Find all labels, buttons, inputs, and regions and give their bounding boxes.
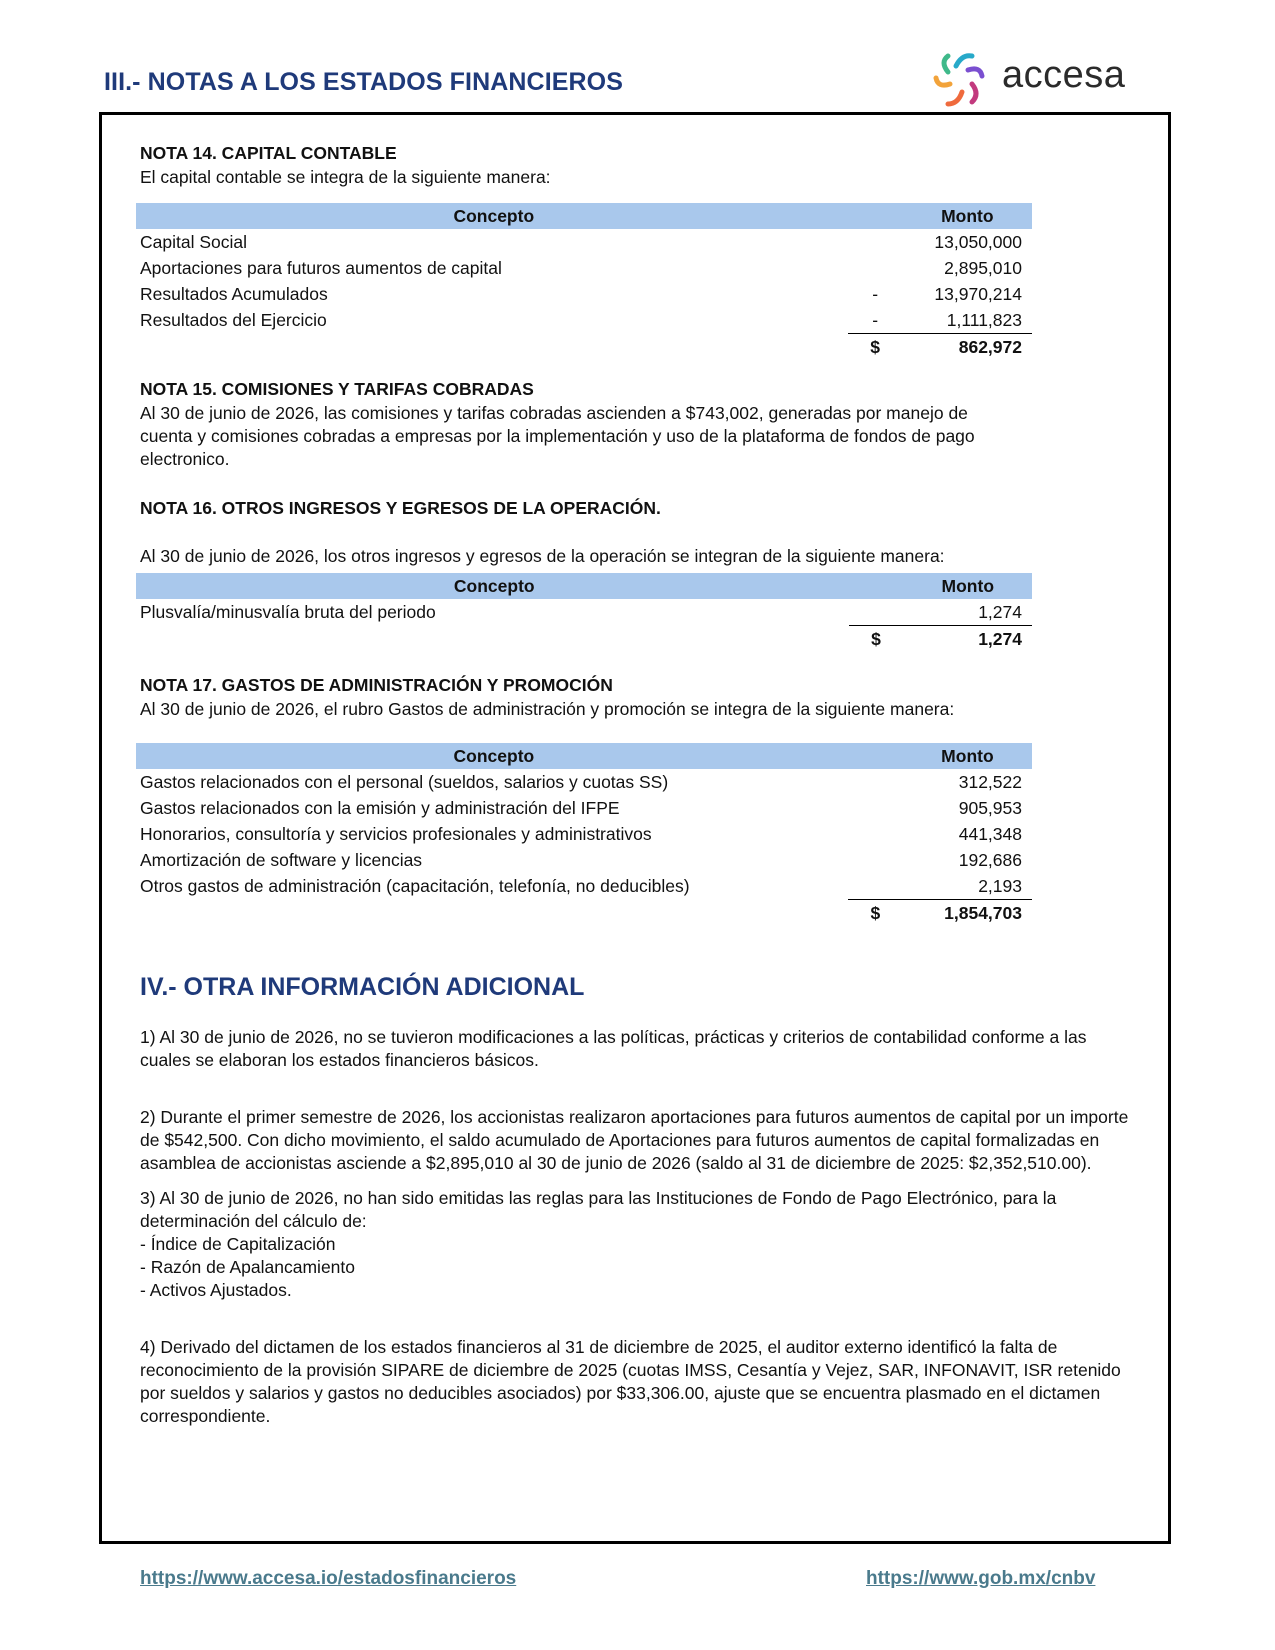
table-header-row <box>136 743 1032 769</box>
table-row <box>136 307 1032 334</box>
row-sign <box>848 229 903 255</box>
section4-title: IV.- OTRA INFORMACIÓN ADICIONAL <box>140 973 585 1001</box>
row-concept: Capital Social <box>140 232 247 252</box>
nota16-intro: Al 30 de junio de 2026, los otros ingresos y egresos de la operación se integran de la siguiente manera: <box>140 546 945 566</box>
row-sign <box>848 769 903 795</box>
row-concept: Gastos relacionados con la emisión y administración del IFPE <box>140 798 620 818</box>
table-row <box>136 795 1032 821</box>
row-amount: 2,193 <box>903 873 1032 900</box>
logo-text: accesa <box>1002 54 1126 96</box>
table-row <box>136 255 1032 281</box>
row-sign <box>848 821 903 847</box>
col-concept-header: Concepto <box>136 573 849 599</box>
footer-link-cnbv[interactable]: https://www.gob.mx/cnbv <box>866 1568 1096 1589</box>
table-row <box>136 873 1032 900</box>
nota15-title: NOTA 15. COMISIONES Y TARIFAS COBRADAS <box>140 379 534 399</box>
section4-p2: 2) Durante el primer semestre de 2026, los accionistas realizaron aportaciones para futuros aumentos de capital por un importe de $542,500. Con dicho movimiento, el saldo acumulado de Aportaciones para futuros aumentos de capital formalizadas en asamblea de accionistas asciende a $2,895,010 al 30 de junio de 2026 (saldo al 31 de diciembre de 2025: $2,352,510.00). <box>140 1107 1129 1173</box>
total-sign: $ <box>871 629 881 649</box>
total-amount: 862,972 <box>958 337 1022 357</box>
table-row <box>136 599 1032 626</box>
row-amount: 192,686 <box>958 850 1022 870</box>
table-row <box>136 847 1032 873</box>
row-concept: Plusvalía/minusvalía bruta del periodo <box>140 602 436 623</box>
row-concept: Resultados Acumulados <box>140 284 328 304</box>
row-sign <box>848 795 903 821</box>
notes-content <box>140 140 1140 1428</box>
nota16-table <box>136 573 1032 652</box>
row-amount: 13,970,214 <box>934 284 1022 304</box>
nota17-table <box>136 743 1032 926</box>
row-sign <box>849 599 904 626</box>
row-sign <box>848 255 903 281</box>
section4-p4: 4) Derivado del dictamen de los estados financieros al 31 de diciembre de 2025, el auditor externo identificó la falta de reconocimiento de la provisión SIPARE de diciembre de 2025 (cuotas IMSS, Cesantía y Vejez, SAR, INFONAVIT, ISR retenido por sueldos y salarios y gastos no deducibles asociados) por $33,306.00, ajuste que se encuentra plasmado en el dictamen correspondiente. <box>140 1337 1121 1426</box>
total-amount: 1,274 <box>978 629 1022 649</box>
row-amount: 312,522 <box>958 772 1022 792</box>
table-row <box>136 229 1032 255</box>
total-sign: $ <box>870 903 881 923</box>
row-concept: Otros gastos de administración (capacitación, telefonía, no deducibles) <box>140 876 690 897</box>
col-sign-header <box>849 573 904 599</box>
page-title: III.- NOTAS A LOS ESTADOS FINANCIEROS <box>104 68 623 96</box>
row-sign: - <box>848 307 903 334</box>
total-row <box>136 626 1032 653</box>
row-concept: Amortización de software y licencias <box>140 850 423 870</box>
list-item: - Razón de Apalancamiento <box>140 1257 355 1277</box>
nota14-table <box>136 203 1032 360</box>
col-concept-header: Concepto <box>136 743 848 769</box>
row-sign <box>848 847 903 873</box>
nota17-title: NOTA 17. GASTOS DE ADMINISTRACIÓN Y PROMOCIÓN <box>140 675 613 695</box>
footer-link-accesa[interactable]: https://www.accesa.io/estadosfinancieros <box>140 1568 517 1589</box>
table-row <box>136 769 1032 795</box>
row-concept: Resultados del Ejercicio <box>140 310 327 331</box>
table-header-row <box>136 203 1032 229</box>
row-concept: Honorarios, consultoría y servicios profesionales y administrativos <box>140 824 652 844</box>
total-spacer <box>136 334 848 361</box>
col-amount-header: Monto <box>904 573 1032 599</box>
col-concept-header: Concepto <box>136 203 848 229</box>
list-item: - Activos Ajustados. <box>140 1280 292 1300</box>
total-sign: $ <box>870 337 880 357</box>
col-amount-header: Monto <box>903 743 1032 769</box>
row-sign: - <box>872 284 879 304</box>
total-amount: 1,854,703 <box>944 903 1022 923</box>
row-sign <box>848 873 903 900</box>
nota14-intro: El capital contable se integra de la siguiente manera: <box>140 167 551 187</box>
row-amount: 1,274 <box>904 599 1032 626</box>
col-sign-header <box>848 743 903 769</box>
row-amount: 13,050,000 <box>934 232 1022 252</box>
total-spacer <box>136 626 849 653</box>
row-amount: 441,348 <box>958 824 1022 844</box>
row-concept: Aportaciones para futuros aumentos de capital <box>140 258 502 278</box>
col-sign-header <box>848 203 903 229</box>
col-amount-header: Monto <box>903 203 1032 229</box>
row-amount: 1,111,823 <box>903 307 1032 334</box>
total-row <box>136 334 1032 361</box>
table-row <box>136 281 1032 307</box>
row-concept: Gastos relacionados con el personal (sueldos, salarios y cuotas SS) <box>140 772 669 792</box>
row-amount: 905,953 <box>958 798 1022 818</box>
section4-p1: 1) Al 30 de junio de 2026, no se tuvieron modificaciones a las políticas, prácticas y criterios de contabilidad conforme a las cuales se elaboran los estados financieros básicos. <box>140 1027 1087 1070</box>
nota14-title: NOTA 14. CAPITAL CONTABLE <box>140 143 397 163</box>
total-row <box>136 900 1032 927</box>
total-spacer <box>136 900 848 927</box>
nota17-intro: Al 30 de junio de 2026, el rubro Gastos de administración y promoción se integra de la siguiente manera: <box>140 699 955 719</box>
table-row <box>136 821 1032 847</box>
table-header-row <box>136 573 1032 599</box>
nota15-text: Al 30 de junio de 2026, las comisiones y tarifas cobradas ascienden a $743,002, generadas por manejo de cuenta y comisiones cobradas a empresas por la implementación y uso de la plataforma de fondos de pago electronico. <box>140 403 975 469</box>
nota16-title: NOTA 16. OTROS INGRESOS Y EGRESOS DE LA OPERACIÓN. <box>140 498 661 518</box>
list-item: - Índice de Capitalización <box>140 1234 336 1254</box>
section4-p3: 3) Al 30 de junio de 2026, no han sido emitidas las reglas para las Instituciones de Fondo de Pago Electrónico, para la determinación del cálculo de: <box>140 1188 1057 1231</box>
row-amount: 2,895,010 <box>944 258 1022 278</box>
